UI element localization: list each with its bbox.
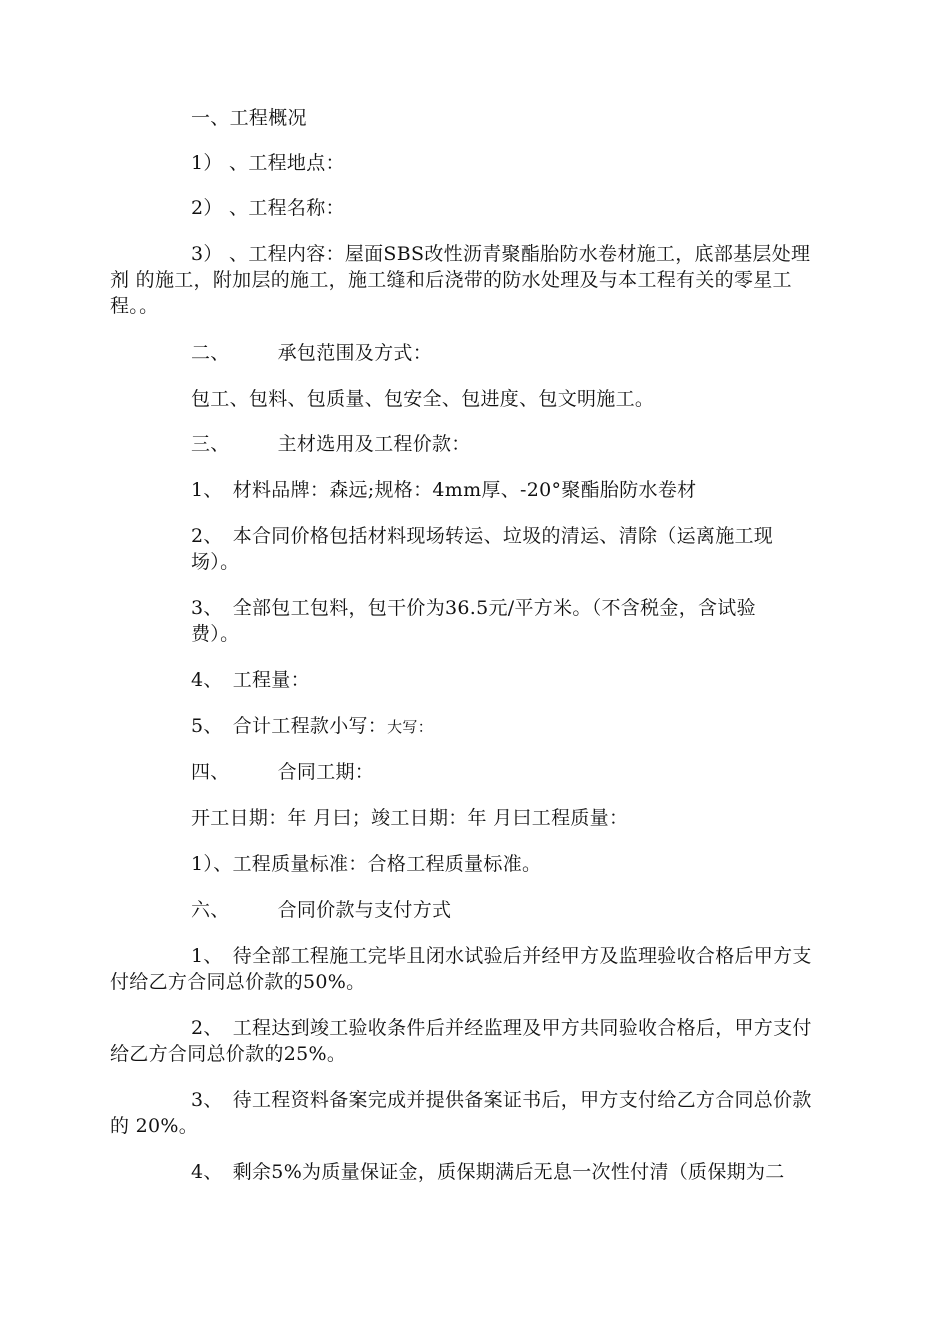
section3-item2-line2: 场）。 [191, 551, 240, 573]
section3-number: 三、 [191, 433, 230, 455]
item-text: 合计工程款小写： [232, 715, 388, 737]
section6-number: 六、 [191, 899, 230, 921]
item-number: 1、 [191, 945, 223, 967]
section4-dates: 开工日期：年 月曰；竣工日期：年 月曰工程质量： [191, 807, 629, 829]
item-number: 2、 [191, 1017, 223, 1039]
section3-item1 [191, 478, 696, 502]
item-number: 1、 [191, 479, 223, 501]
section4-quality: 1）、工程质量标准：合格工程质量标准。 [191, 853, 542, 875]
item-number: 4、 [191, 1161, 223, 1183]
item-text: 待全部工程施工完毕且闭水试验后并经甲方及监理验收合格后甲方支 [232, 945, 812, 967]
item-text: 材料品牌：森远;规格：4mm厚、-20°聚酯胎防水卷材 [232, 479, 697, 501]
section1-heading: 一、工程概况 [191, 107, 307, 129]
section6-item1-line1 [191, 944, 812, 968]
item-text: 剩余5%为质量保证金，质保期满后无息一次性付清（质保期为二 [232, 1161, 785, 1183]
section6-item3-line1 [191, 1088, 812, 1112]
section6-item4-line1 [191, 1160, 785, 1184]
section4-number: 四、 [191, 761, 230, 783]
section3-item2-line1 [191, 524, 773, 548]
section3-heading [191, 432, 471, 456]
section2-title: 承包范围及方式： [277, 342, 433, 364]
section3-item4 [191, 668, 310, 692]
item-number: 3、 [191, 597, 223, 619]
section3-item5 [191, 714, 433, 739]
section6-heading [191, 898, 451, 922]
section6-item2-line2: 给乙方合同总价款的25%。 [110, 1043, 347, 1065]
section2-number: 二、 [191, 342, 230, 364]
section2-body: 包工、包料、包质量、包安全、包进度、包文明施工。 [191, 388, 655, 410]
item-small-text: 大写： [387, 718, 434, 736]
section6-item2-line1 [191, 1016, 812, 1040]
item-text: 工程量： [232, 669, 310, 691]
section1-item2: 2） 、工程名称： [191, 197, 345, 219]
section1-item3-line2: 剂 的施工，附加层的施工，施工缝和后浇带的防水处理及与本工程有关的零星工 [110, 269, 792, 291]
item-number: 2、 [191, 525, 223, 547]
section6-title: 合同价款与支付方式 [277, 899, 452, 921]
section3-item3-line1 [191, 596, 756, 620]
section4-heading [191, 760, 374, 784]
item-text: 工程达到竣工验收条件后并经监理及甲方共同验收合格后，甲方支付 [232, 1017, 812, 1039]
section1-item1: 1） 、工程地点： [191, 152, 345, 174]
item-number: 5、 [191, 715, 223, 737]
section3-item3-line2: 费）。 [191, 623, 240, 645]
section1-item3-line1: 3） 、工程内容：屋面SBS改性沥青聚酯胎防水卷材施工，底部基层处理 [191, 243, 811, 265]
item-text: 本合同价格包括材料现场转运、垃圾的清运、清除（运离施工现 [232, 525, 774, 547]
item-text: 全部包工包料，包干价为36.5元/平方米。（不含税金，含试验 [232, 597, 756, 619]
section6-item3-line2: 的 20%。 [110, 1115, 199, 1137]
item-number: 4、 [191, 669, 223, 691]
section6-item1-line2: 付给乙方合同总价款的50%。 [110, 971, 366, 993]
section3-title: 主材选用及工程价款： [277, 433, 471, 455]
item-text: 待工程资料备案完成并提供备案证书后，甲方支付给乙方合同总价款 [232, 1089, 812, 1111]
item-number: 3、 [191, 1089, 223, 1111]
section4-title: 合同工期： [277, 761, 375, 783]
section1-item3-line3: 程。。 [110, 295, 159, 317]
section2-heading [191, 341, 432, 365]
